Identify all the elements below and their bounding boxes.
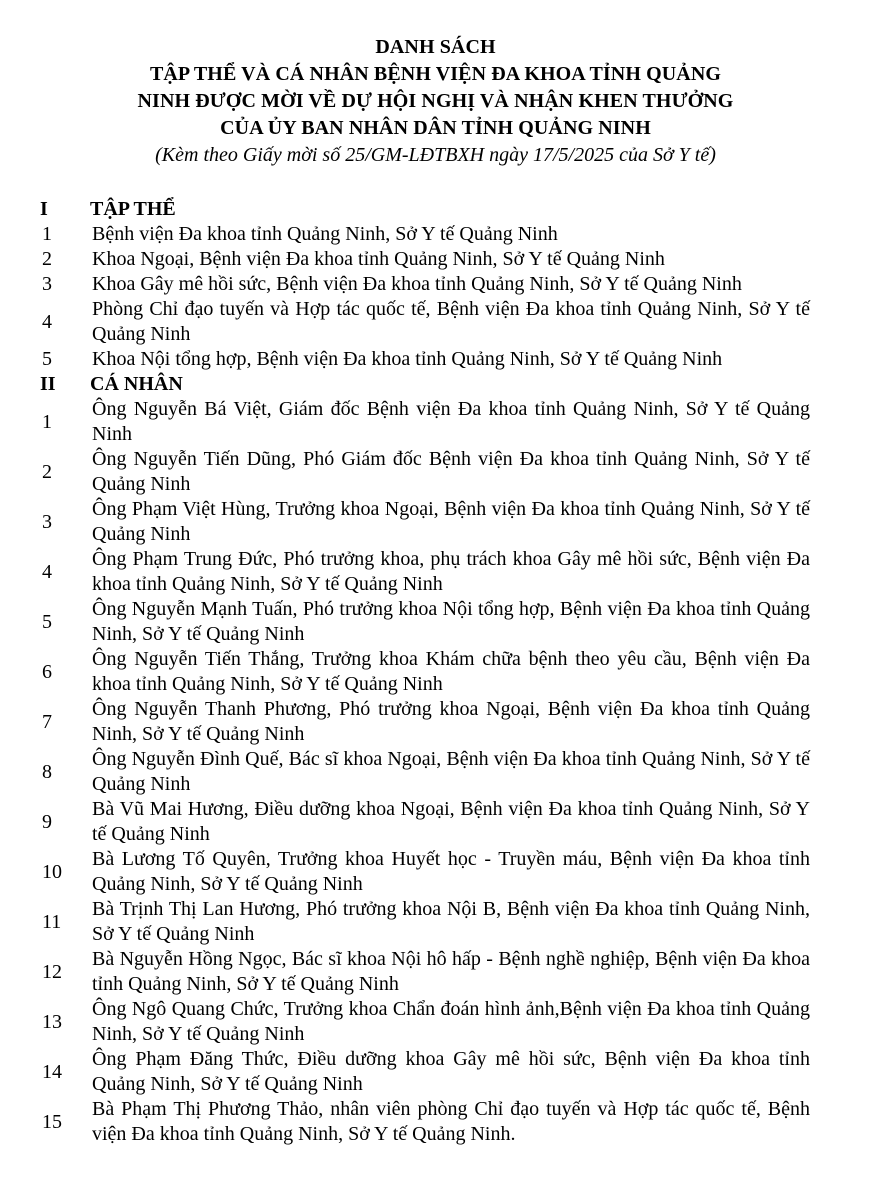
list-item [38,547,810,597]
item-text: Ông Phạm Trung Đức, Phó trưởng khoa, phụ trách khoa Gây mê hồi sức, Bệnh viện Đa khoa tỉnh Quảng Ninh, Sở Y tế Quảng Ninh [92,548,810,595]
document-title-line-2: TẬP THỂ VÀ CÁ NHÂN BỆNH VIỆN ĐA KHOA TỈNH QUẢNG [149,63,722,85]
document-title-line-3: NINH ĐƯỢC MỜI VỀ DỰ HỘI NGHỊ VÀ NHẬN KHEN THƯỞNG [137,90,734,112]
list-item [38,272,810,297]
item-text: Khoa Gây mê hồi sức, Bệnh viện Đa khoa tỉnh Quảng Ninh, Sở Y tế Quảng Ninh [92,273,742,295]
item-number: 3 [42,273,52,295]
item-text: Ông Nguyễn Đình Quế, Bác sĩ khoa Ngoại, Bệnh viện Đa khoa tỉnh Quảng Ninh, Sở Y tế Quảng Ninh [92,748,810,795]
document-title: DANH SÁCH [375,36,496,58]
section-heading-individuals [38,372,810,397]
list-item [38,897,810,947]
list-item [38,247,810,272]
item-number: 5 [42,610,52,633]
item-text: Bệnh viện Đa khoa tỉnh Quảng Ninh, Sở Y tế Quảng Ninh [92,223,558,245]
item-number: 4 [42,310,52,333]
nominee-list [38,197,810,1147]
item-number: 14 [42,1060,62,1083]
item-number: 3 [42,510,52,533]
item-text: Ông Nguyễn Bá Việt, Giám đốc Bệnh viện Đa khoa tỉnh Quảng Ninh, Sở Y tế Quảng Ninh [92,398,810,445]
list-item [38,497,810,547]
list-item [38,1047,810,1097]
document-subtitle: (Kèm theo Giấy mời số 25/GM-LĐTBXH ngày 17/5/2025 của Sở Y tế) [155,144,716,166]
document-header [0,34,871,169]
item-text: Ông Phạm Đăng Thức, Điều dưỡng khoa Gây mê hồi sức, Bệnh viện Đa khoa tỉnh Quảng Ninh, Sở Y tế Quảng Ninh [92,1048,810,1095]
list-item [38,447,810,497]
list-item [38,1097,810,1147]
list-item [38,747,810,797]
section-number: II [40,373,56,395]
list-item [38,697,810,747]
list-item [38,797,810,847]
item-number: 9 [42,810,52,833]
item-text: Phòng Chỉ đạo tuyến và Hợp tác quốc tế, Bệnh viện Đa khoa tỉnh Quảng Ninh, Sở Y tế Quảng Ninh [92,298,810,345]
item-number: 1 [42,223,52,245]
section-title: CÁ NHÂN [90,373,183,395]
list-item [38,947,810,997]
item-text: Ông Ngô Quang Chức, Trưởng khoa Chẩn đoán hình ảnh,Bệnh viện Đa khoa tỉnh Quảng Ninh, Sở Y tế Quảng Ninh [92,998,810,1045]
list-item [38,347,810,372]
section-title: TẬP THỂ [90,198,176,220]
list-item [38,847,810,897]
item-text: Ông Nguyễn Tiến Dũng, Phó Giám đốc Bệnh viện Đa khoa tỉnh Quảng Ninh, Sở Y tế Quảng Ninh [92,448,810,495]
item-text: Ông Nguyễn Thanh Phương, Phó trưởng khoa Ngoại, Bệnh viện Đa khoa tỉnh Quảng Ninh, Sở Y tế Quảng Ninh [92,698,810,745]
item-text: Bà Phạm Thị Phương Thảo, nhân viên phòng Chỉ đạo tuyến và Hợp tác quốc tế, Bệnh viện Đa khoa tỉnh Quảng Ninh, Sở Y tế Quảng Ninh. [92,1098,810,1145]
document-title-line-4: CỦA ỦY BAN NHÂN DÂN TỈNH QUẢNG NINH [220,117,651,139]
item-text: Khoa Ngoại, Bệnh viện Đa khoa tỉnh Quảng Ninh, Sở Y tế Quảng Ninh [92,248,665,270]
item-number: 11 [42,910,62,933]
list-item [38,997,810,1047]
item-number: 2 [42,460,52,483]
item-number: 15 [42,1110,62,1133]
item-number: 13 [42,1010,62,1033]
item-number: 7 [42,710,52,733]
item-text: Bà Vũ Mai Hương, Điều dưỡng khoa Ngoại, Bệnh viện Đa khoa tỉnh Quảng Ninh, Sở Y tế Quảng Ninh [92,798,810,845]
list-item [38,397,810,447]
item-number: 6 [42,660,52,683]
list-item [38,597,810,647]
section-heading-collectives [38,197,810,222]
list-item [38,222,810,247]
item-text: Bà Lương Tố Quyên, Trưởng khoa Huyết học - Truyền máu, Bệnh viện Đa khoa tỉnh Quảng Ninh, Sở Y tế Quảng Ninh [92,848,810,895]
item-number: 1 [42,410,52,433]
item-number: 10 [42,860,62,883]
item-number: 2 [42,248,52,270]
item-number: 8 [42,760,52,783]
item-text: Ông Nguyễn Mạnh Tuấn, Phó trưởng khoa Nội tổng hợp, Bệnh viện Đa khoa tỉnh Quảng Ninh, Sở Y tế Quảng Ninh [92,598,810,645]
item-number: 12 [42,960,62,983]
item-text: Bà Nguyễn Hồng Ngọc, Bác sĩ khoa Nội hô hấp - Bệnh nghề nghiệp, Bệnh viện Đa khoa tỉnh Quảng Ninh, Sở Y tế Quảng Ninh [92,948,810,995]
item-text: Ông Phạm Việt Hùng, Trưởng khoa Ngoại, Bệnh viện Đa khoa tỉnh Quảng Ninh, Sở Y tế Quảng Ninh [92,498,810,545]
item-text: Khoa Nội tổng hợp, Bệnh viện Đa khoa tỉnh Quảng Ninh, Sở Y tế Quảng Ninh [92,348,723,370]
item-number: 4 [42,560,52,583]
item-text: Bà Trịnh Thị Lan Hương, Phó trưởng khoa Nội B, Bệnh viện Đa khoa tỉnh Quảng Ninh, Sở Y tế Quảng Ninh [92,898,810,945]
item-number: 5 [42,348,52,370]
section-number: I [40,198,48,220]
list-item [38,647,810,697]
list-item [38,297,810,347]
item-text: Ông Nguyễn Tiến Thắng, Trưởng khoa Khám chữa bệnh theo yêu cầu, Bệnh viện Đa khoa tỉnh Quảng Ninh, Sở Y tế Quảng Ninh [92,648,810,695]
